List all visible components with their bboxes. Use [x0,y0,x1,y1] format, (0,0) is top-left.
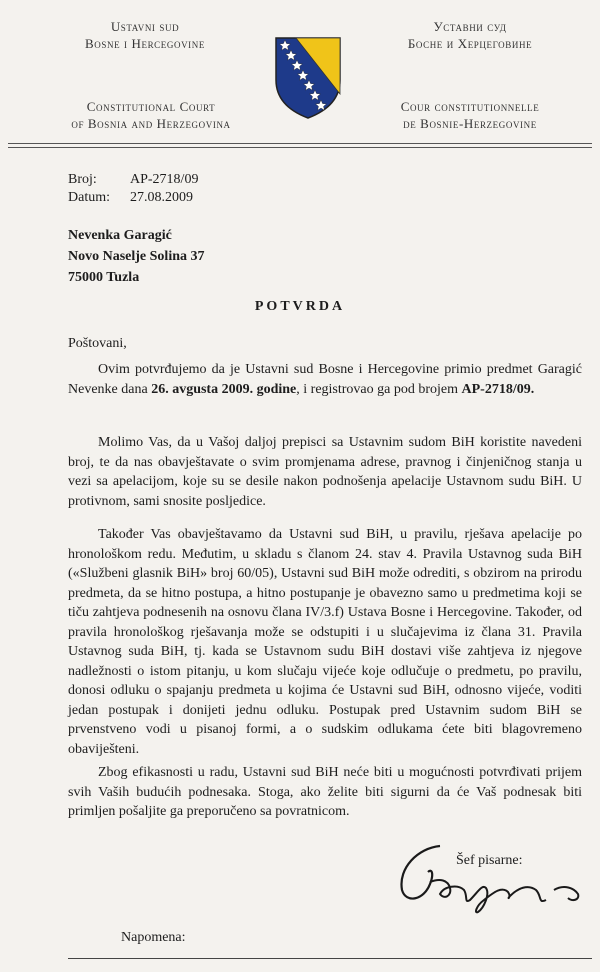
recipient-name: Nevenka Garagić [68,228,172,243]
paragraph-correspondence: Molimo Vas, da u Vašoj daljoj prepisci sa Ustavnim sudom BiH koristite navedeni broj, te da nas obavještavate o svim promjenama adrese, pravnog i činjeničnog stanja u vezi sa apelacijom, koje su se desile nakon podnošenja apelacije Ustavnom sudu BiH. U protivnom, sami snosite posljedice. [68,435,582,509]
coat-of-arms-icon [272,34,344,120]
header-divider [8,143,592,144]
document-date: Datum: 27.08.2009 [68,190,193,205]
recipient-address [68,225,205,288]
court-name-english: Constitutional Court of Bosnia and Herzegovina [71,99,231,131]
note-line [68,958,592,959]
paragraph-efficiency: Zbog efikasnosti u radu, Ustavni sud BiH neće biti u mogućnosti potvrđivati prijem svih Vaših budućih podnesaka. Stoga, ako želite biti sigurni da će Vaš podnesak biti primljen pošaljite ga preporučeno sa povratnicom. [68,765,582,819]
court-name-french: Cour constitutionnelle de Bosnie-Herzegovine [400,99,540,131]
signature-title: Šef pisarne: [456,853,523,868]
court-name-cyrillic: Уставни суд Босне и Херцеговине [407,19,533,51]
recipient-city: 75000 Tuzla [68,270,140,285]
court-name-bosnian: Ustavni sud Bosne i Hercegovine [85,19,205,51]
paragraph-confirmation: Ovim potvrđujemo da je Ustavni sud Bosne i Hercegovine primio predmet Garagić Nevenke dana 26. avgusta 2009. godine, i registrovao ga pod brojem AP-2718/09. [68,362,582,397]
paragraph-procedure: Također Vas obavještavamo da Ustavni sud BiH, u pravilu, rješava apelacije po hronološkom redu. Međutim, u skladu s članom 24. stav 4. Pravila Ustavnog suda BiH («Službeni glasnik BiH» broj 60/05), Ustavni sud BiH može odrediti, s obzirom na prirodu predmeta, da se hitno postupa, a hitno postupanje je obavezno samo u predmetima koji se tiču zahtjeva podnesenih na osnovu člana IV/3.f) Ustava Bosne i Hercegovine. Također, od pravila hronološkog rješavanja može se odstupiti i u slučajevima iz člana 31. Pravila Ustavnog suda BiH, tj. kada se Ustavnom sudu BiH dostavi više zahtjeva iz njegove nadležnosti o istom pitanju, u kom slučaju vijeće koje odlučuje o predmetu, po pravilu, donosi odluku o spajanju predmeta u kojima će Ustavni sud BiH, odnosno vijeće, voditi jedan postupak i donijeti jednu odluku. Postupak pred Ustavnim sudom BiH se prvenstveno vodi u pisanoj formi, a o sudskim odlukama ćete biti blagovremeno obaviješteni. [68,527,582,757]
case-number: Broj: AP-2718/09 [68,172,199,187]
greeting: Poštovani, [68,336,127,351]
header-divider-second [8,147,592,148]
note-label: Napomena: [121,930,186,945]
recipient-street: Novo Naselje Solina 37 [68,249,205,264]
handwritten-signature [378,838,600,918]
document-title: POTVRDA [254,299,346,314]
